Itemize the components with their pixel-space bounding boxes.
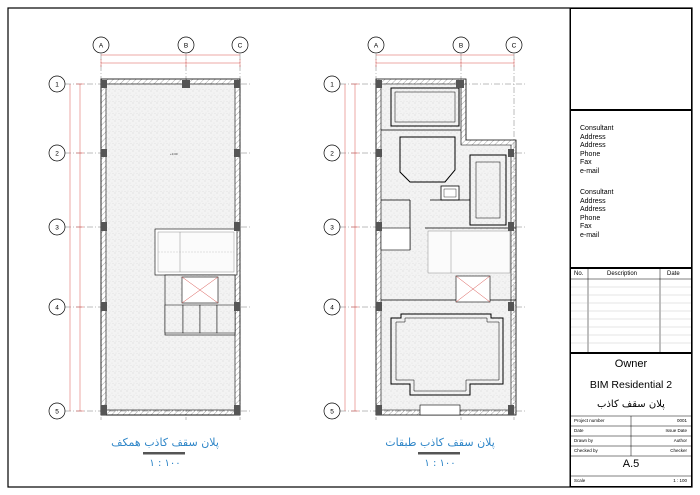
titleblock-logo-box — [570, 8, 692, 110]
titleblock-main — [570, 353, 692, 487]
scale-label: Scale — [574, 478, 586, 483]
grid-row-5-label: 5 — [330, 408, 334, 416]
consultant-line: Fax — [580, 159, 592, 166]
consultant-block-2 — [580, 189, 613, 240]
row-label-date: Date — [574, 428, 584, 433]
row-value-drawn-by: Author — [673, 438, 687, 443]
grid-col-c-label: C — [237, 42, 243, 50]
rev-header-date: Date — [667, 271, 680, 277]
consultant-line: Consultant — [580, 189, 614, 196]
revision-grid — [571, 269, 691, 352]
consultant-line: Address — [580, 197, 606, 205]
revision-table — [570, 268, 692, 353]
grid-col-a-label: A — [373, 42, 379, 50]
project-name: BIM Residential 2 — [589, 379, 673, 391]
sheet-title: پلان سقف کاذب — [597, 399, 665, 410]
grid-row-3-label: 3 — [55, 224, 59, 232]
plan-typical-floor — [340, 54, 525, 420]
grid-row-2-label: 2 — [55, 150, 59, 158]
grid-col-b-label: B — [458, 42, 464, 50]
grid-row-2-label: 2 — [330, 150, 334, 158]
consultant-line: Consultant — [580, 125, 614, 132]
consultant-line: Phone — [580, 150, 601, 158]
row-label-project-number: Project number — [574, 418, 605, 423]
plan-scale-ground: ۱ : ۱۰۰ — [149, 458, 181, 469]
plan-title-ground: پلان سقف کاذب همکف — [111, 436, 219, 449]
grid-row-4-label: 4 — [330, 304, 334, 312]
row-value-project-number: 0001 — [676, 418, 687, 423]
grid-row-5-label: 5 — [55, 408, 59, 416]
consultant-line: Address — [580, 133, 606, 141]
sheet-number: A.5 — [622, 458, 640, 470]
plan-title-typical: پلان سقف کاذب طبقات — [385, 436, 495, 449]
grid-col-a-label: A — [98, 42, 104, 50]
consultant-line: Address — [580, 206, 606, 213]
row-value-date: Issue Date — [665, 428, 687, 433]
row-label-checked-by: Checked by — [574, 448, 598, 453]
row-label-drawn-by: Drawn by — [574, 438, 594, 443]
consultant-line: Fax — [580, 223, 592, 230]
consultant-line: e-mail — [580, 231, 600, 239]
consultant-line: Address — [580, 142, 606, 149]
svg-text:+3.00: +3.00 — [170, 152, 178, 156]
owner-label: Owner — [614, 358, 648, 370]
grid-row-3-label: 3 — [330, 224, 334, 232]
rev-header-description: Description — [607, 271, 638, 277]
rev-header-no: No. — [574, 271, 584, 277]
consultant-line: Phone — [580, 214, 601, 222]
row-value-checked-by: Checker — [670, 448, 687, 453]
grid-col-c-label: C — [511, 42, 517, 50]
titleblock-consultants — [570, 110, 692, 268]
consultant-block-1 — [580, 125, 613, 176]
consultant-line: e-mail — [580, 167, 600, 175]
grid-row-1-label: 1 — [55, 81, 59, 89]
grid-col-b-label: B — [183, 42, 189, 50]
grid-row-4-label: 4 — [55, 304, 59, 312]
plan-ground-floor — [65, 54, 250, 420]
plan-scale-typical: ۱ : ۱۰۰ — [424, 458, 456, 469]
scale-value: 1 : 100 — [673, 478, 687, 483]
grid-row-1-label: 1 — [330, 81, 334, 89]
